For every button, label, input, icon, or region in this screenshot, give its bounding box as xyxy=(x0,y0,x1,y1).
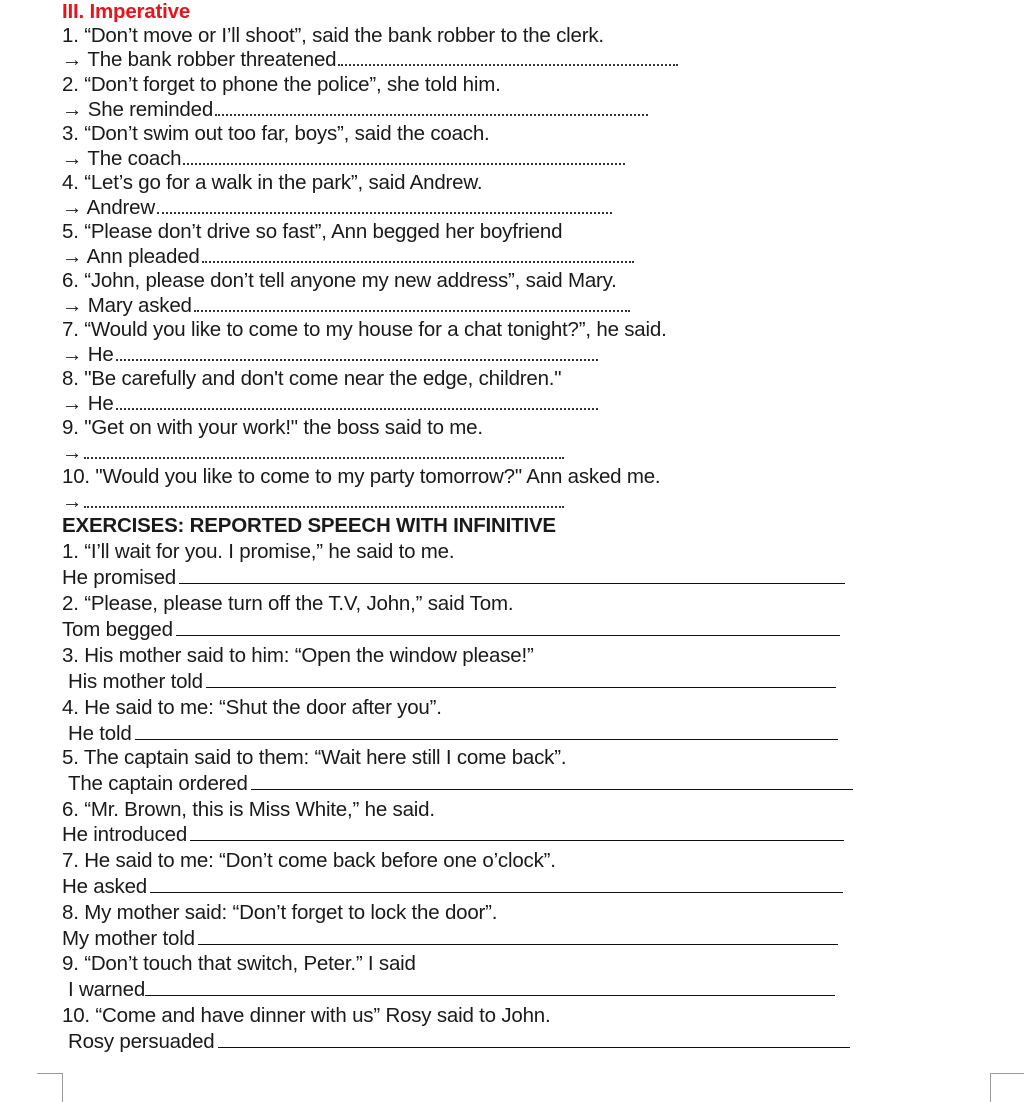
answer-prompt: → The bank robber threatened xyxy=(62,48,337,71)
answer-blank[interactable] xyxy=(202,257,634,263)
answer-blank[interactable] xyxy=(84,453,564,459)
answer-blank[interactable] xyxy=(206,684,836,688)
infinitive-answer-2[interactable] xyxy=(62,618,840,642)
infinitive-question-1: 1. “I’ll wait for you. I promise,” he said to me. xyxy=(62,540,455,563)
imperative-question-10: 10. "Would you like to come to my party tomorrow?" Ann asked me. xyxy=(62,465,661,488)
section-heading-infinitive: EXERCISES: REPORTED SPEECH WITH INFINITIVE xyxy=(62,514,556,537)
answer-blank[interactable] xyxy=(176,632,840,636)
answer-prompt: He promised xyxy=(62,566,177,589)
answer-prompt: → Andrew xyxy=(62,196,155,219)
answer-blank[interactable] xyxy=(251,786,853,790)
answer-prompt: I warned xyxy=(68,978,146,1001)
answer-blank[interactable] xyxy=(116,404,598,410)
answer-prompt: → xyxy=(62,441,83,464)
answer-blank[interactable] xyxy=(179,580,845,584)
infinitive-answer-10[interactable] xyxy=(68,1030,850,1054)
infinitive-answer-6[interactable] xyxy=(62,823,844,847)
imperative-answer-3[interactable] xyxy=(62,147,625,171)
answer-prompt: He told xyxy=(68,722,132,745)
answer-prompt: He introduced xyxy=(62,823,188,846)
answer-prompt: Rosy persuaded xyxy=(68,1030,215,1053)
infinitive-answer-1[interactable] xyxy=(62,566,845,590)
answer-prompt: His mother told xyxy=(68,670,203,693)
answer-prompt: → Ann pleaded xyxy=(62,245,200,268)
imperative-question-2: 2. “Don’t forget to phone the police”, she told him. xyxy=(62,73,501,96)
infinitive-question-2: 2. “Please, please turn off the T.V, John,” said Tom. xyxy=(62,592,514,615)
imperative-question-3: 3. “Don’t swim out too far, boys”, said the coach. xyxy=(62,122,490,145)
imperative-answer-5[interactable] xyxy=(62,245,634,269)
infinitive-question-5: 5. The captain said to them: “Wait here still I come back”. xyxy=(62,746,567,769)
imperative-answer-2[interactable] xyxy=(62,98,648,122)
infinitive-question-7: 7. He said to me: “Don’t come back before one o’clock”. xyxy=(62,849,556,872)
infinitive-answer-8[interactable] xyxy=(62,927,838,951)
answer-blank[interactable] xyxy=(338,60,678,66)
imperative-question-8: 8. "Be carefully and don't come near the edge, children." xyxy=(62,367,562,390)
infinitive-question-10: 10. “Come and have dinner with us” Rosy said to John. xyxy=(62,1004,551,1027)
answer-blank[interactable] xyxy=(116,355,598,361)
answer-blank[interactable] xyxy=(135,736,838,740)
imperative-question-7: 7. “Would you like to come to my house for a chat tonight?”, he said. xyxy=(62,318,667,341)
imperative-answer-7[interactable] xyxy=(62,343,598,367)
infinitive-question-9: 9. “Don’t touch that switch, Peter.” I said xyxy=(62,952,416,975)
answer-prompt: He asked xyxy=(62,875,148,898)
answer-prompt: → The coach xyxy=(62,147,182,170)
answer-prompt: → xyxy=(62,490,83,513)
answer-blank[interactable] xyxy=(84,502,564,508)
answer-blank[interactable] xyxy=(150,889,843,893)
answer-blank[interactable] xyxy=(145,992,835,996)
answer-prompt: Tom begged xyxy=(62,618,173,641)
infinitive-question-6: 6. “Mr. Brown, this is Miss White,” he said. xyxy=(62,798,435,821)
imperative-answer-10[interactable] xyxy=(62,490,564,514)
answer-prompt: → Mary asked xyxy=(62,294,192,317)
answer-blank[interactable] xyxy=(190,837,844,841)
crop-mark-left xyxy=(37,1073,63,1102)
imperative-question-4: 4. “Let’s go for a walk in the park”, said Andrew. xyxy=(62,171,483,194)
answer-prompt: → He xyxy=(62,343,114,366)
answer-prompt: The captain ordered xyxy=(68,772,248,795)
infinitive-answer-3[interactable] xyxy=(68,670,836,694)
crop-mark-right xyxy=(990,1073,1024,1102)
answer-blank[interactable] xyxy=(215,110,648,116)
imperative-answer-9[interactable] xyxy=(62,441,564,465)
imperative-answer-1[interactable] xyxy=(62,48,678,72)
answer-blank[interactable] xyxy=(157,208,612,214)
answer-blank[interactable] xyxy=(183,159,625,165)
imperative-question-5: 5. “Please don’t drive so fast”, Ann begged her boyfriend xyxy=(62,220,563,243)
imperative-answer-8[interactable] xyxy=(62,392,598,416)
infinitive-answer-4[interactable] xyxy=(68,722,838,746)
infinitive-question-4: 4. He said to me: “Shut the door after you”. xyxy=(62,696,442,719)
imperative-question-1: 1. “Don’t move or I’ll shoot”, said the bank robber to the clerk. xyxy=(62,24,604,47)
imperative-question-6: 6. “John, please don’t tell anyone my new address”, said Mary. xyxy=(62,269,617,292)
infinitive-answer-9[interactable] xyxy=(68,978,835,1002)
infinitive-answer-5[interactable] xyxy=(68,772,853,796)
answer-blank[interactable] xyxy=(218,1044,850,1048)
infinitive-question-8: 8. My mother said: “Don’t forget to lock the door”. xyxy=(62,901,498,924)
answer-blank[interactable] xyxy=(198,941,838,945)
answer-prompt: → She reminded xyxy=(62,98,214,121)
imperative-question-9: 9. "Get on with your work!" the boss said to me. xyxy=(62,416,483,439)
infinitive-answer-7[interactable] xyxy=(62,875,843,899)
answer-prompt: → He xyxy=(62,392,114,415)
answer-prompt: My mother told xyxy=(62,927,195,950)
imperative-answer-6[interactable] xyxy=(62,294,630,318)
section-heading-imperative: III. Imperative xyxy=(62,0,191,23)
imperative-answer-4[interactable] xyxy=(62,196,612,220)
infinitive-question-3: 3. His mother said to him: “Open the window please!” xyxy=(62,644,534,667)
answer-blank[interactable] xyxy=(194,306,630,312)
